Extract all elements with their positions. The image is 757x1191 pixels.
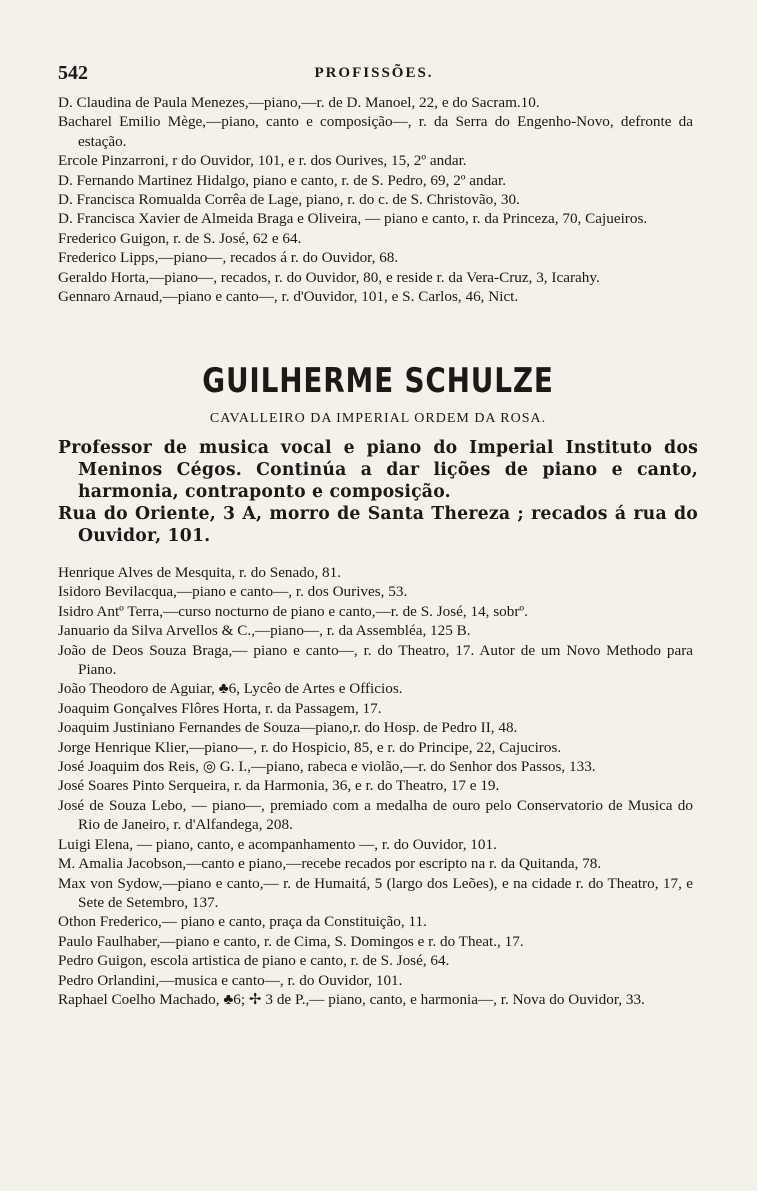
running-title: PROFISSÕES. bbox=[314, 65, 434, 81]
list-item: Jorge Henrique Klier,—piano—, r. do Hospicio, 85, e r. do Principe, 22, Cajuciros. bbox=[58, 738, 562, 756]
list-item: José de Souza Lebo, — piano—, premiado com a medalha de ouro pelo Conservatorio de Musica do Rio de Janeiro, r. d'Alfandega, 208. bbox=[58, 796, 693, 834]
page-number: 542 bbox=[58, 62, 88, 84]
list-item: Pedro Guigon, escola artistica de piano e canto, r. de S. José, 64. bbox=[58, 952, 450, 970]
advert-line: Professor de musica vocal e piano do Imperial Instituto dos Meninos Cégos. Continúa a dar lições de piano e canto, harmonia, contraponto e composição. bbox=[58, 438, 698, 502]
list-item: José Soares Pinto Serqueira, r. da Harmonia, 36, e r. do Theatro, 17 e 19. bbox=[58, 777, 500, 795]
list-item: M. Amalia Jacobson,—canto e piano,—recebe recados por escripto na r. da Quitanda, 78. bbox=[58, 855, 602, 873]
list-item: Henrique Alves de Mesquita, r. do Senado, 81. bbox=[58, 564, 342, 581]
list-item: D. Francisca Romualda Corrêa de Lage, piano, r. do c. de S. Christovão, 30. bbox=[58, 191, 520, 209]
list-item: D. Claudina de Paula Menezes,—piano,—r. de D. Manoel, 22, e do Sacram.10. bbox=[58, 94, 540, 111]
list-item: Frederico Lipps,—piano—, recados á r. do Ouvidor, 68. bbox=[58, 249, 399, 267]
list-item: Isidro Antº Terra,—curso nocturno de piano e canto,—r. de S. José, 14, sobrº. bbox=[58, 602, 528, 620]
list-item: Isidoro Bevilacqua,—piano e canto—, r. dos Ourives, 53. bbox=[58, 583, 408, 601]
advert-name: GUILHERME SCHULZE bbox=[202, 361, 554, 401]
advert-title: CAVALLEIRO DA IMPERIAL ORDEM DA ROSA. bbox=[209, 411, 547, 426]
list-item: Gennaro Arnaud,—piano e canto—, r. d'Ouvidor, 101, e S. Carlos, 46, Nict. bbox=[58, 288, 519, 306]
list-item: Max von Sydow,—piano e canto,— r. de Humaitá, 5 (largo dos Leões), e na cidade r. do Theatro, 17, e Sete de Setembro, 137. bbox=[58, 874, 693, 911]
page-header bbox=[58, 62, 690, 88]
list-item: Frederico Guigon, r. de S. José, 62 e 64. bbox=[58, 229, 302, 247]
list-item: D. Fernando Martinez Hidalgo, piano e canto, r. de S. Pedro, 69, 2º andar. bbox=[58, 171, 506, 189]
entries-list-bottom bbox=[58, 563, 693, 1009]
list-item: João de Deos Souza Braga,— piano e canto—, r. do Theatro, 17. Autor de um Novo Methodo para Piano. bbox=[58, 641, 693, 679]
list-item: Januario da Silva Arvellos & C.,—piano—, r. da Assembléa, 125 B. bbox=[58, 622, 471, 640]
list-item: Ercole Pinzarroni, r do Ouvidor, 101, e r. dos Ourives, 15, 2º andar. bbox=[58, 152, 467, 170]
list-item: Paulo Faulhaber,—piano e canto, r. de Cima, S. Domingos e r. do Theat., 17. bbox=[58, 932, 524, 950]
list-item: José Joaquim dos Reis, ◎ G. I.,—piano, rabeca e violão,—r. do Senhor dos Passos, 133. bbox=[58, 758, 596, 776]
list-item: Geraldo Horta,—piano—, recados, r. do Ouvidor, 80, e reside r. da Vera-Cruz, 3, Icarahy. bbox=[58, 268, 600, 286]
list-item: João Theodoro de Aguiar, ♣6, Lycêo de Artes e Officios. bbox=[58, 680, 403, 698]
list-item: Othon Frederico,— piano e canto, praça da Constituição, 11. bbox=[58, 913, 427, 931]
list-item: Pedro Orlandini,—musica e canto—, r. do Ouvidor, 101. bbox=[58, 971, 403, 989]
list-item: Luigi Elena, — piano, canto, e acompanhamento —, r. do Ouvidor, 101. bbox=[58, 835, 497, 853]
advertisement-block bbox=[58, 357, 698, 547]
advert-line: Rua do Oriente, 3 A, morro de Santa Thereza ; recados á rua do Ouvidor, 101. bbox=[58, 504, 698, 546]
list-item: Bacharel Emilio Mège,—piano, canto e composição—, r. da Serra do Engenho-Novo, defronte da estação. bbox=[58, 113, 693, 150]
list-item: D. Francisca Xavier de Almeida Braga e Oliveira, — piano e canto, r. da Princeza, 70, Cajueiros. bbox=[58, 210, 648, 228]
list-item: Raphael Coelho Machado, ♣6; ✢ 3 de P.,— piano, canto, e harmonia—, r. Nova do Ouvidor, 33. bbox=[58, 990, 645, 1008]
entries-list-top bbox=[58, 93, 693, 306]
list-item: Joaquim Gonçalves Flôres Horta, r. da Passagem, 17. bbox=[58, 699, 382, 717]
list-item: Joaquim Justiniano Fernandes de Souza—piano,r. do Hosp. de Pedro II, 48. bbox=[58, 719, 518, 737]
